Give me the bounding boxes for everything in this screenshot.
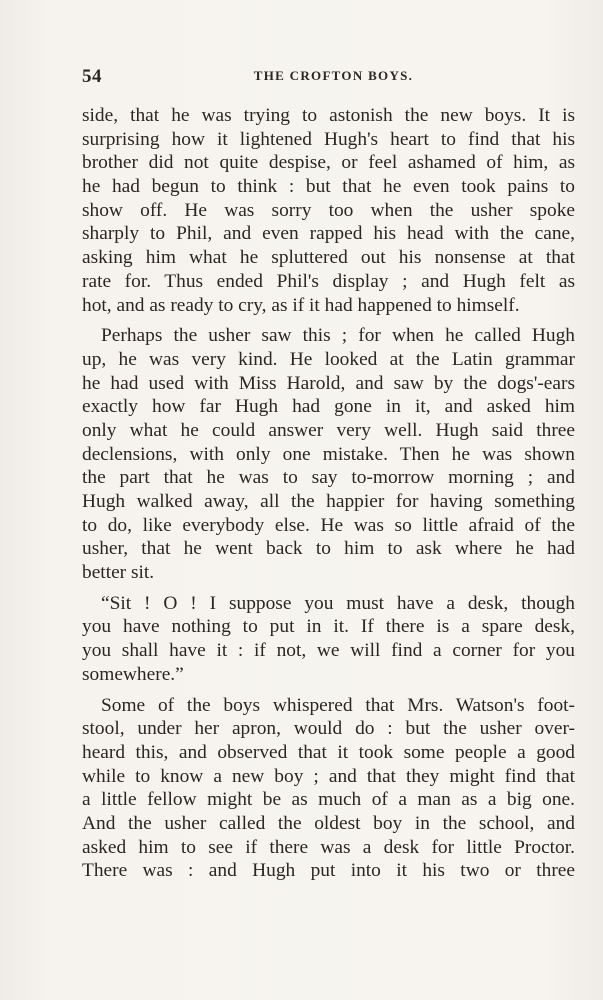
text-line: show off. He was sorry too when the usher spoke — [82, 199, 575, 221]
paragraph — [82, 104, 575, 317]
text-line: asked him to see if there was a desk for little Proctor. — [82, 836, 575, 858]
text-line: only what he could answer very well. Hugh said three — [82, 419, 575, 441]
text-line: hot, and as ready to cry, as if it had happened to himself. — [82, 294, 520, 316]
text-line: Hugh walked away, all the happier for having something — [82, 491, 575, 512]
text-line: asking him what he spluttered out his nonsense at that — [82, 247, 575, 269]
body-text — [82, 104, 575, 883]
paragraph — [82, 694, 575, 884]
text-line: Some of the boys whispered that Mrs. Watson's foot- — [101, 694, 575, 716]
text-line: usher, that he went back to him to ask where he had — [82, 538, 575, 560]
text-line: he had used with Miss Harold, and saw by the dogs'-ears — [82, 372, 575, 394]
text-line: you have nothing to put in it. If there is a spare desk, — [82, 616, 575, 638]
text-line: Perhaps the usher saw this ; for when he called Hugh — [101, 325, 575, 347]
text-line: better sit. — [82, 562, 155, 584]
paragraph — [82, 324, 575, 585]
running-head — [82, 66, 573, 90]
text-line: “Sit ! O ! I suppose you must have a desk, though — [101, 592, 575, 614]
running-title: THE CROFTON BOYS. — [253, 68, 414, 83]
text-line: up, he was very kind. He looked at the Latin grammar — [82, 348, 575, 370]
text-line: the part that he was to say to-morrow morning ; and — [82, 467, 575, 489]
text-line: declensions, with only one mistake. Then he was shown — [82, 443, 575, 465]
text-line: to do, like everybody else. He was so little afraid of the — [82, 514, 575, 536]
text-line: heard this, and observed that it took some people a good — [82, 741, 575, 763]
text-line: stool, under her apron, would do : but the usher over- — [82, 718, 575, 740]
text-line: somewhere.” — [82, 663, 184, 685]
text-line: exactly how far Hugh had gone in it, and asked him — [82, 396, 575, 418]
paragraph — [82, 592, 575, 687]
text-line: brother did not quite despise, or feel ashamed of him, as — [82, 152, 575, 174]
text-line: side, that he was trying to astonish the new boys. It is — [82, 105, 575, 126]
text-line: a little fellow might be as much of a man as a big one. — [82, 789, 575, 811]
text-line: while to know a new boy ; and that they might find that — [82, 765, 575, 787]
text-line: rate for. Thus ended Phil's display ; and Hugh felt as — [82, 270, 575, 292]
text-line: There was : and Hugh put into it his two or three — [82, 860, 575, 882]
text-line: And the usher called the oldest boy in the school, and — [82, 812, 575, 834]
text-line: he had begun to think : but that he even took pains to — [82, 176, 575, 198]
text-line: you shall have it : if not, we will find a corner for you — [82, 640, 575, 662]
text-line: surprising how it lightened Hugh's heart to find that his — [82, 128, 575, 150]
page-number: 54 — [82, 66, 102, 87]
text-line: sharply to Phil, and even rapped his head with the cane, — [82, 223, 575, 245]
